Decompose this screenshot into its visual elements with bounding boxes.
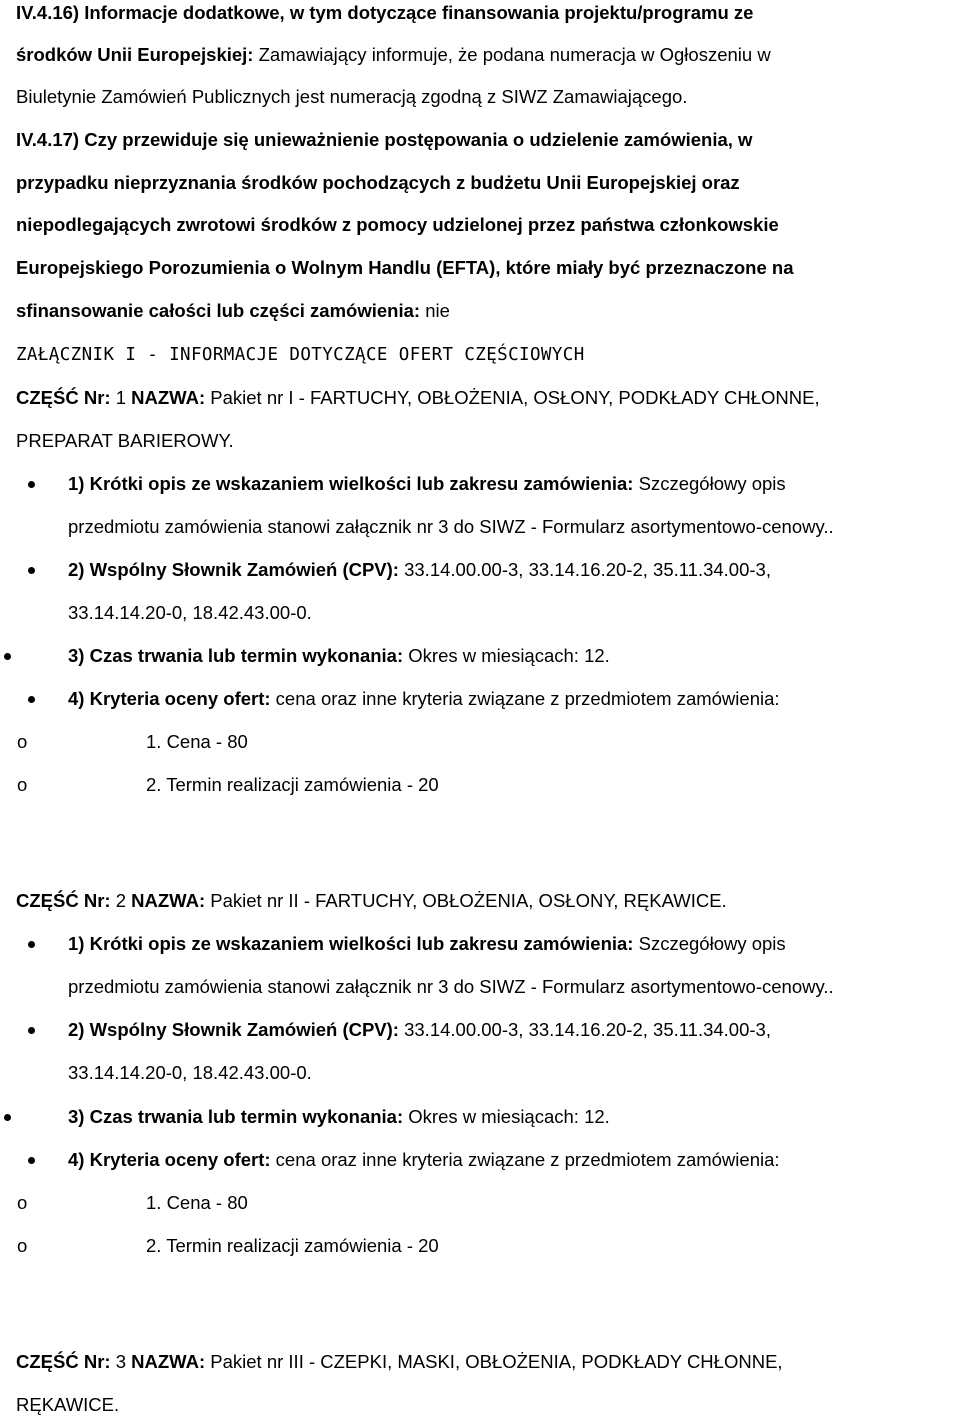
section-iv-4-17-line-1: IV.4.17) Czy przewiduje się unieważnienie postępowania o udzielenie zamówienia, w	[16, 129, 753, 150]
part-nr-value: 1	[110, 387, 132, 408]
kryteria-value: cena oraz inne kryteria związane z przedmiotem zamówienia:	[270, 688, 780, 709]
part-1-header	[16, 387, 820, 409]
bullet-icon	[28, 567, 35, 574]
section-iv-4-17-line-2: przypadku nieprzyznania środków pochodzących z budżetu Unii Europejskiej oraz	[16, 172, 740, 193]
czas-value: Okres w miesiącach: 12.	[403, 645, 610, 666]
part-name-label: NAZWA:	[131, 1351, 206, 1372]
cpv-label: 2) Wspólny Słownik Zamówień (CPV):	[68, 1019, 399, 1040]
part-name-label: NAZWA:	[131, 387, 206, 408]
part-nr-label: CZĘŚĆ Nr:	[16, 890, 111, 911]
label-financing: sfinansowanie całości lub części zamówienia:	[16, 300, 421, 321]
section-iv-4-16-line-2	[16, 44, 771, 66]
cpv-value: 33.14.00.00-3, 33.14.16.20-2, 35.11.34.00-3,	[398, 559, 771, 580]
czas-label: 3) Czas trwania lub termin wykonania:	[68, 1106, 404, 1127]
answer-value: nie	[420, 300, 450, 321]
part-1-cpv-line-2: 33.14.14.20-0, 18.42.43.00-0.	[68, 602, 312, 623]
part-1-cpv-line-1	[68, 559, 771, 581]
kryteria-label: 4) Kryteria oceny ofert:	[68, 1149, 271, 1170]
part-3-header	[16, 1351, 783, 1373]
part-nr-value: 3	[110, 1351, 132, 1372]
circle-bullet-icon: o	[17, 1235, 28, 1256]
part-2-header	[16, 890, 727, 912]
opis-value: Szczegółowy opis	[633, 933, 786, 954]
czas-label: 3) Czas trwania lub termin wykonania:	[68, 645, 404, 666]
cpv-label: 2) Wspólny Słownik Zamówień (CPV):	[68, 559, 399, 580]
circle-bullet-icon: o	[17, 731, 28, 752]
opis-value: Szczegółowy opis	[633, 473, 786, 494]
part-name-label: NAZWA:	[131, 890, 206, 911]
part-1-criterion-1: 1. Cena - 80	[146, 731, 248, 752]
part-2-criterion-1: 1. Cena - 80	[146, 1192, 248, 1213]
part-1-criterion-2: 2. Termin realizacji zamówienia - 20	[146, 774, 439, 795]
part-1-opis-line-2: przedmiotu zamówienia stanowi załącznik nr 3 do SIWZ - Formularz asortymentowo-cenowy..	[68, 516, 834, 537]
part-1-opis-line-1	[68, 473, 786, 495]
part-2-cpv-line-2: 33.14.14.20-0, 18.42.43.00-0.	[68, 1062, 312, 1083]
kryteria-value: cena oraz inne kryteria związane z przedmiotem zamówienia:	[270, 1149, 780, 1170]
section-iv-4-16-line-3: Biuletynie Zamówień Publicznych jest numeracją zgodną z SIWZ Zamawiającego.	[16, 86, 688, 107]
part-2-kryteria-line	[68, 1149, 780, 1171]
part-nr-value: 2	[110, 890, 132, 911]
annex-title: ZAŁĄCZNIK I - INFORMACJE DOTYCZĄCE OFERT CZĘŚCIOWYCH	[16, 345, 585, 365]
part-2-criterion-2: 2. Termin realizacji zamówienia - 20	[146, 1235, 439, 1256]
section-iv-4-17-line-4: Europejskiego Porozumienia o Wolnym Handlu (EFTA), które miały być przeznaczone na	[16, 257, 794, 278]
part-3-name-line-2: RĘKAWICE.	[16, 1394, 120, 1415]
part-2-czas-line	[68, 1106, 610, 1128]
part-1-czas-line	[68, 645, 610, 667]
section-iv-4-16-line-1: IV.4.16) Informacje dodatkowe, w tym dotyczące finansowania projektu/programu ze	[16, 2, 754, 23]
label-eu-funds: środków Unii Europejskiej:	[16, 44, 254, 65]
section-iv-4-17-line-5	[16, 300, 450, 322]
section-iv-4-17-line-3: niepodlegających zwrotowi środków z pomocy udzielonej przez państwa członkowskie	[16, 214, 779, 235]
bullet-icon	[28, 1157, 35, 1164]
part-name-value: Pakiet nr II - FARTUCHY, OBŁOŻENIA, OSŁONY, RĘKAWICE.	[205, 890, 727, 911]
czas-value: Okres w miesiącach: 12.	[403, 1106, 610, 1127]
part-2-cpv-line-1	[68, 1019, 771, 1041]
bullet-icon	[4, 1114, 11, 1121]
cpv-value: 33.14.00.00-3, 33.14.16.20-2, 35.11.34.00-3,	[398, 1019, 771, 1040]
part-2-opis-line-1	[68, 933, 786, 955]
bullet-icon	[28, 696, 35, 703]
part-nr-label: CZĘŚĆ Nr:	[16, 1351, 111, 1372]
opis-label: 1) Krótki opis ze wskazaniem wielkości lub zakresu zamówienia:	[68, 933, 634, 954]
circle-bullet-icon: o	[17, 1192, 28, 1213]
part-1-kryteria-line	[68, 688, 780, 710]
part-2-opis-line-2: przedmiotu zamówienia stanowi załącznik nr 3 do SIWZ - Formularz asortymentowo-cenowy..	[68, 976, 834, 997]
opis-label: 1) Krótki opis ze wskazaniem wielkości lub zakresu zamówienia:	[68, 473, 634, 494]
info-text: Zamawiający informuje, że podana numeracja w Ogłoszeniu w	[253, 44, 771, 65]
part-name-value: Pakiet nr I - FARTUCHY, OBŁOŻENIA, OSŁONY, PODKŁADY CHŁONNE,	[205, 387, 820, 408]
bullet-icon	[28, 941, 35, 948]
bullet-icon	[28, 1027, 35, 1034]
part-name-value: Pakiet nr III - CZEPKI, MASKI, OBŁOŻENIA, PODKŁADY CHŁONNE,	[205, 1351, 783, 1372]
bullet-icon	[4, 653, 11, 660]
part-nr-label: CZĘŚĆ Nr:	[16, 387, 111, 408]
circle-bullet-icon: o	[17, 774, 28, 795]
part-1-name-line-2: PREPARAT BARIEROWY.	[16, 430, 234, 451]
bullet-icon	[28, 481, 35, 488]
kryteria-label: 4) Kryteria oceny ofert:	[68, 688, 271, 709]
